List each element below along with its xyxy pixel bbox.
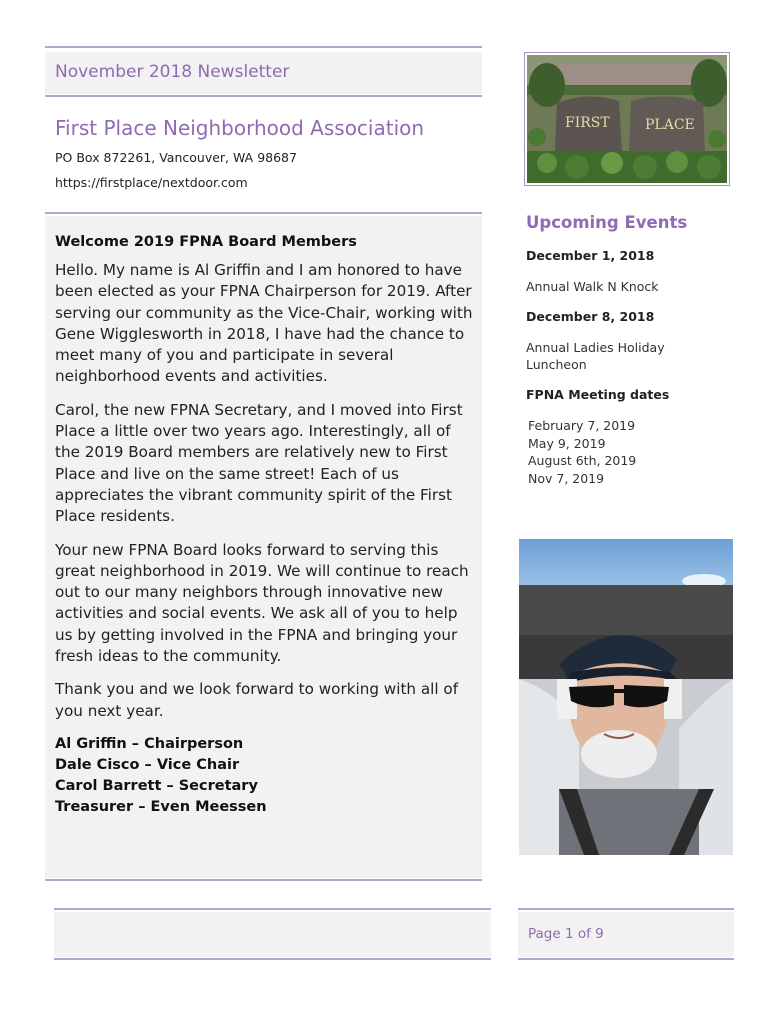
meeting-date: February 7, 2019 bbox=[528, 418, 636, 433]
event-date: December 1, 2018 bbox=[526, 248, 655, 263]
meeting-dates-heading: FPNA Meeting dates bbox=[526, 387, 670, 402]
signature-chairperson: Al Griffin – Chairperson bbox=[55, 735, 244, 752]
welcome-article bbox=[55, 234, 473, 818]
footer-right-top-rule bbox=[518, 908, 734, 910]
article-paragraph: Thank you and we look forward to working with all of you next year. bbox=[55, 680, 459, 720]
upcoming-events-heading: Upcoming Events bbox=[526, 213, 688, 232]
event-title: Annual Ladies Holiday Luncheon bbox=[526, 340, 665, 372]
event-date: December 8, 2018 bbox=[526, 309, 655, 324]
svg-text:PLACE: PLACE bbox=[645, 117, 695, 133]
header-bottom-rule bbox=[45, 95, 482, 97]
portrait-image bbox=[519, 539, 733, 855]
article-bottom-rule bbox=[45, 879, 482, 881]
footer-left-bottom-rule bbox=[54, 958, 491, 960]
mailing-address: PO Box 872261, Vancouver, WA 98687 bbox=[55, 150, 297, 165]
article-paragraph: Hello. My name is Al Griffin and I am honored to have been elected as your FPNA Chairperson for 2019. After serving our community as the Vice-Chair, working with Gene Wigglesworth in 2018, I have had the chance to meet many of you and participate in several neighborhood events and activities. bbox=[55, 261, 473, 386]
entrance-sign-photo bbox=[524, 52, 730, 186]
entrance-sign-image bbox=[527, 55, 727, 183]
meeting-dates-list bbox=[528, 417, 636, 487]
footer-left-band bbox=[54, 912, 491, 957]
page-number: Page 1 of 9 bbox=[528, 926, 604, 942]
svg-text:FIRST: FIRST bbox=[565, 115, 610, 131]
article-paragraph: Your new FPNA Board looks forward to serving this great neighborhood in 2019. We will continue to reach out to our many neighbors through innovative new activities and social events. We ask all of you to help us by getting involved in the FPNA and bringing your fresh ideas to the community. bbox=[55, 540, 469, 666]
meeting-date: August 6th, 2019 bbox=[528, 453, 637, 468]
event-title: Annual Walk N Knock bbox=[526, 279, 659, 294]
footer-right-bottom-rule bbox=[518, 958, 734, 960]
article-paragraph: Carol, the new FPNA Secretary, and I moved into First Place a little over two years ago. Interestingly, all of the 2019 Board members are relatively new to First Place and live on the same street! Each of us appreciates the vibrant community spirit of the First Place residents. bbox=[55, 400, 463, 526]
chairperson-portrait-photo bbox=[519, 539, 733, 855]
signature-treasurer: Treasurer – Even Meessen bbox=[55, 798, 267, 815]
article-heading: Welcome 2019 FPNA Board Members bbox=[55, 234, 357, 250]
header-top-rule bbox=[45, 46, 482, 48]
signature-vice-chair: Dale Cisco – Vice Chair bbox=[55, 756, 240, 773]
signature-secretary: Carol Barrett – Secretary bbox=[55, 777, 258, 794]
meeting-date: May 9, 2019 bbox=[528, 435, 606, 451]
footer-left-top-rule bbox=[54, 908, 491, 910]
article-top-rule bbox=[45, 212, 482, 214]
organization-name: First Place Neighborhood Association bbox=[55, 116, 425, 140]
website-link[interactable]: https://firstplace/nextdoor.com bbox=[55, 175, 248, 190]
newsletter-title: November 2018 Newsletter bbox=[55, 62, 290, 82]
meeting-date: Nov 7, 2019 bbox=[528, 470, 605, 486]
